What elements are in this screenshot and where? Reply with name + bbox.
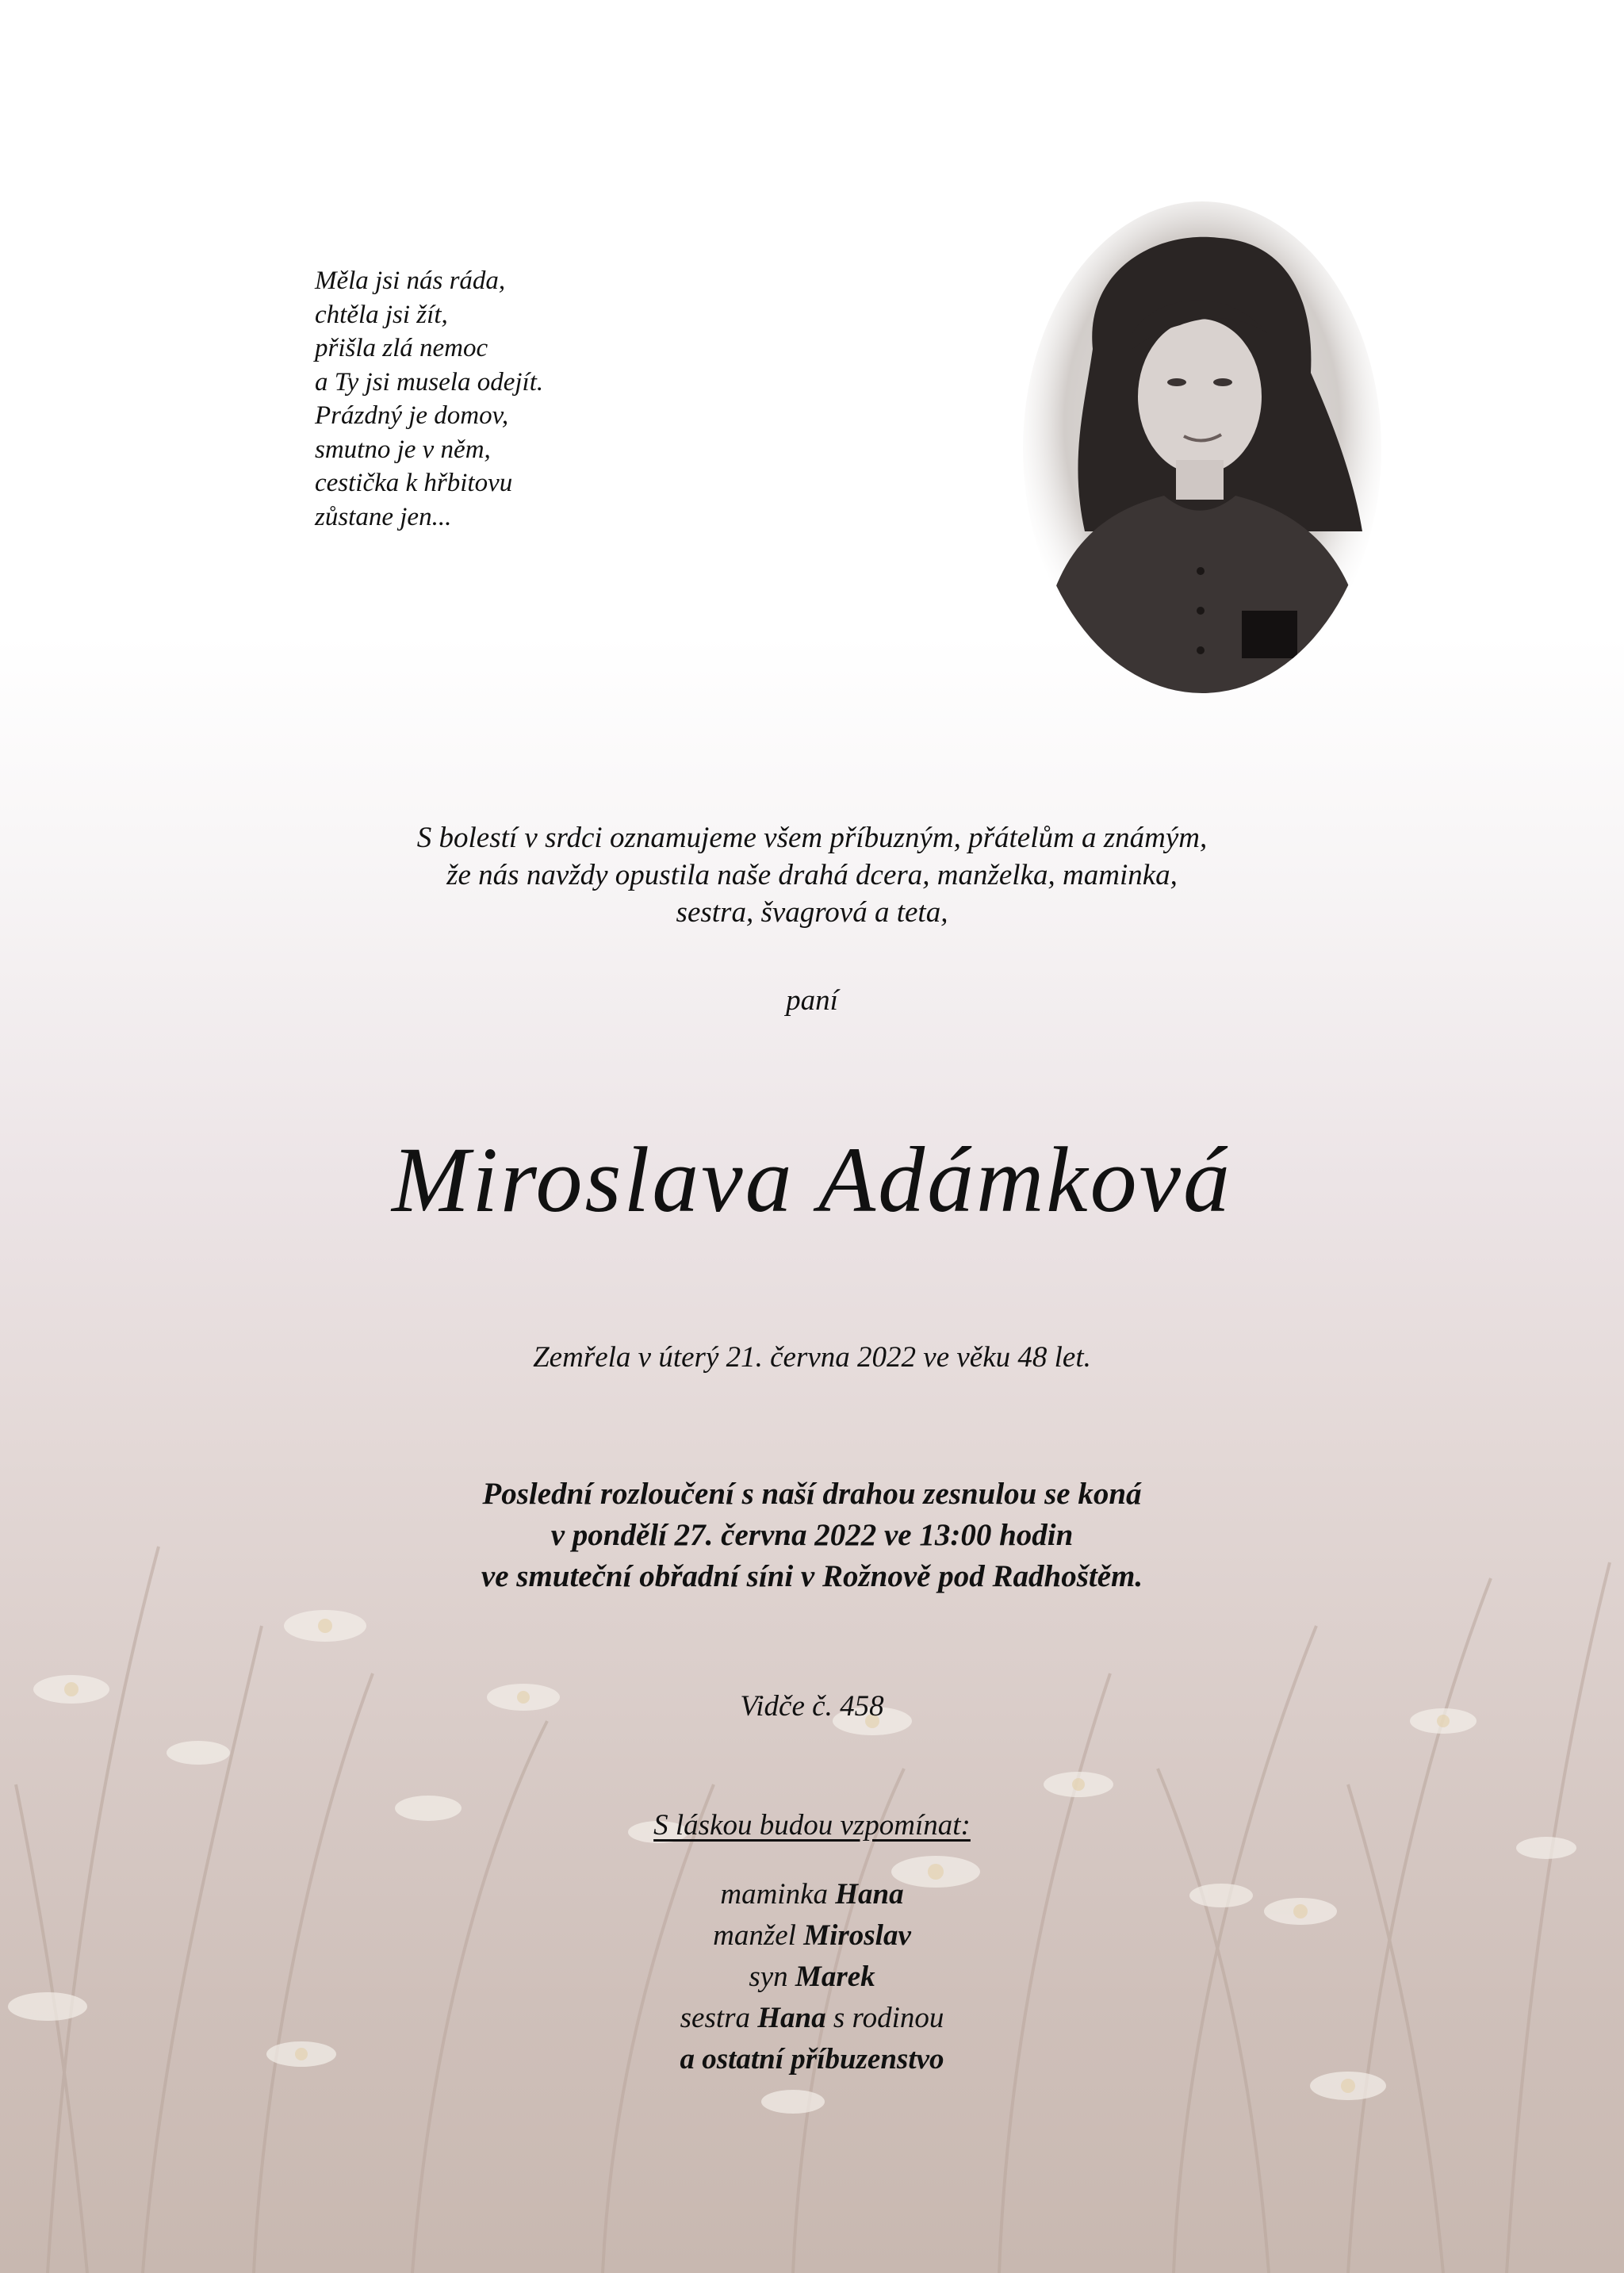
- poem: [315, 264, 648, 534]
- meadow-background: [0, 1071, 1624, 2273]
- poem-line: zůstane jen...: [315, 502, 452, 531]
- family-relation: manžel: [713, 1919, 796, 1952]
- announcement-line: S bolestí v srdci oznamujeme všem příbuzným, přátelům a známým,: [416, 822, 1208, 854]
- death-notice: Zemřela v úterý 21. června 2022 ve věku 48 let.: [533, 1341, 1091, 1374]
- announcement-line: sestra, švagrová a teta,: [676, 896, 948, 929]
- poem-line: Měla jsi nás ráda,: [315, 266, 506, 295]
- address: Vidče č. 458: [740, 1690, 884, 1723]
- title-word: paní: [786, 984, 838, 1017]
- poem-line: cestička k hřbitovu: [315, 469, 513, 497]
- family-name: Marek: [795, 1961, 875, 1993]
- farewell-line: ve smuteční obřadní síni v Rožnově pod Radhoštěm.: [481, 1559, 1143, 1593]
- poem-line: a Ty jsi musela odejít.: [315, 367, 544, 397]
- family-relation: sestra: [680, 2002, 751, 2034]
- poem-line: smutno je v něm,: [315, 435, 491, 464]
- farewell-line: Poslední rozloučení s naší drahou zesnulou se koná: [482, 1477, 1142, 1511]
- poem-line: chtěla jsi žít,: [315, 300, 448, 329]
- poem-line: Prázdný je domov,: [315, 401, 509, 430]
- family-suffix: s rodinou: [833, 2002, 944, 2034]
- announcement-line: že nás navždy opustila naše drahá dcera, manželka, maminka,: [446, 859, 1178, 891]
- family-name: Hana: [757, 2002, 826, 2034]
- family-list: [0, 1874, 1624, 2080]
- poem-line: přišla zlá nemoc: [315, 334, 488, 362]
- family-member: [0, 1957, 1624, 1998]
- remembrance-heading: S láskou budou vzpomínat:: [653, 1809, 971, 1842]
- family-member: [0, 1874, 1624, 1915]
- family-member: [0, 2039, 1624, 2080]
- portrait-photo: [1021, 198, 1383, 700]
- announcement: [0, 819, 1624, 931]
- deceased-name: Miroslava Adámková: [391, 1128, 1233, 1232]
- farewell-line: v pondělí 27. června 2022 ve 13:00 hodin: [550, 1518, 1074, 1552]
- family-name: Hana: [835, 1878, 904, 1911]
- family-member: [0, 1998, 1624, 2039]
- family-name: a ostatní příbuzenstvo: [680, 2043, 944, 2076]
- family-name: Miroslav: [803, 1919, 911, 1952]
- family-member: [0, 1915, 1624, 1957]
- family-relation: syn: [749, 1961, 788, 1993]
- farewell-notice: [0, 1474, 1624, 1597]
- family-relation: maminka: [720, 1878, 829, 1911]
